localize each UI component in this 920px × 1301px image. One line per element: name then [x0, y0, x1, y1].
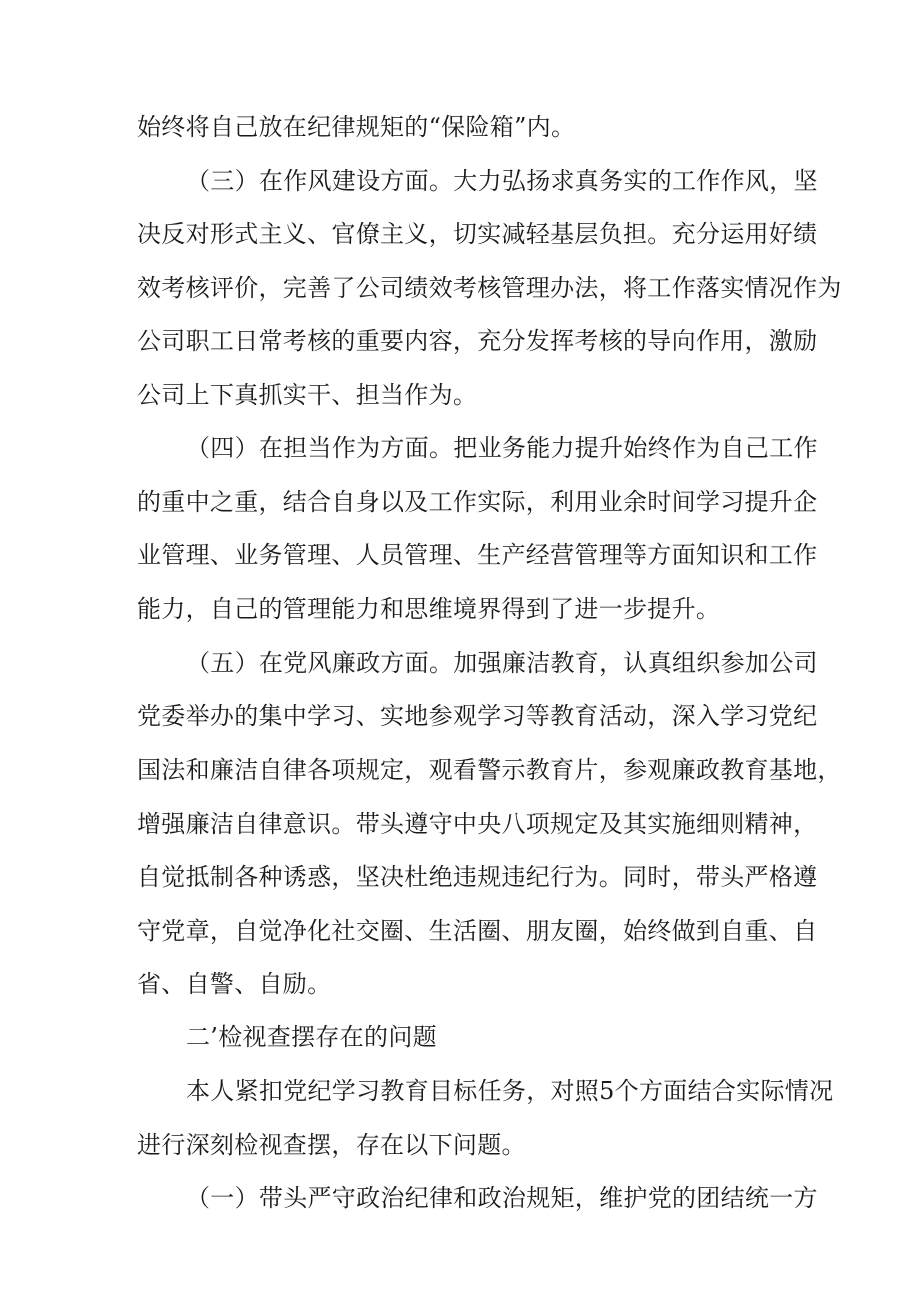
- text-line: [0, 428, 920, 468]
- text-line: [0, 214, 920, 254]
- text-line: [0, 804, 920, 844]
- text-line: [0, 321, 920, 361]
- text-line: [0, 1125, 920, 1165]
- line-text: 自觉抵制各种诱惑，坚决杜绝违规违纪行为。同时，带头严格遵: [137, 863, 818, 891]
- line-text: 党委举办的集中学习、实地参观学习等教育活动，深入学习党纪: [137, 702, 818, 730]
- line-text: 决反对形式主义、官僚主义，切实减轻基层负担。充分运用好绩: [137, 220, 818, 248]
- text-line: [0, 1178, 920, 1218]
- line-text: 公司上下真抓实干、担当作为。: [137, 381, 478, 409]
- section-heading: [0, 1017, 920, 1057]
- line-text: 业管理、业务管理、人员管理、生产经营管理等方面知识和工作: [137, 541, 818, 569]
- line-text: 国法和廉洁自律各项规定，观看警示教育片，参观廉政教育基地，: [137, 756, 842, 784]
- text-line: [0, 911, 920, 951]
- text-line: [0, 857, 920, 897]
- text-line: [0, 643, 920, 683]
- line-text: 的重中之重，结合自身以及工作实际，利用业余时间学习提升企: [137, 488, 818, 516]
- text-line: [0, 161, 920, 201]
- line-text: 进行深刻检视查摆，存在以下问题。: [137, 1131, 526, 1159]
- text-line: [0, 268, 920, 308]
- text-line: [0, 696, 920, 736]
- text-line: [0, 482, 920, 522]
- text-line: [0, 107, 920, 147]
- line-text: 效考核评价，完善了公司绩效考核管理办法，将工作落实情况作为: [137, 274, 842, 302]
- text-line: [0, 375, 920, 415]
- line-text: （三）在作风建设方面。大力弘扬求真务实的工作作风，坚: [186, 167, 818, 195]
- text-line: [0, 589, 920, 629]
- text-line: [0, 750, 920, 790]
- text-line: [0, 1071, 920, 1111]
- line-text: 能力，自己的管理能力和思维境界得到了进一步提升。: [137, 595, 721, 623]
- text-line: [0, 535, 920, 575]
- line-text: 增强廉洁自律意识。带头遵守中央八项规定及其实施细则精神，: [137, 810, 818, 838]
- line-text: （一）带头严守政治纪律和政治规矩，维护党的团结统一方: [186, 1184, 818, 1212]
- line-text: 守党章，自觉净化社交圈、生活圈、朋友圈，始终做到自重、自: [137, 917, 818, 945]
- line-text: 公司职工日常考核的重要内容，充分发挥考核的导向作用，激励: [137, 327, 818, 355]
- line-text: 始终将自己放在纪律规矩的“保险箱”内。: [137, 113, 576, 141]
- section-heading-text: 二’检视查摆存在的问题: [186, 1023, 437, 1051]
- line-text: 本人紧扣党纪学习教育目标任务，对照5个方面结合实际情况: [186, 1077, 834, 1105]
- line-text: （五）在党风廉政方面。加强廉洁教育，认真组织参加公司: [186, 649, 818, 677]
- line-text: （四）在担当作为方面。把业务能力提升始终作为自己工作: [186, 434, 818, 462]
- line-text: 省、自警、自励。: [137, 970, 332, 998]
- text-line: [0, 964, 920, 1004]
